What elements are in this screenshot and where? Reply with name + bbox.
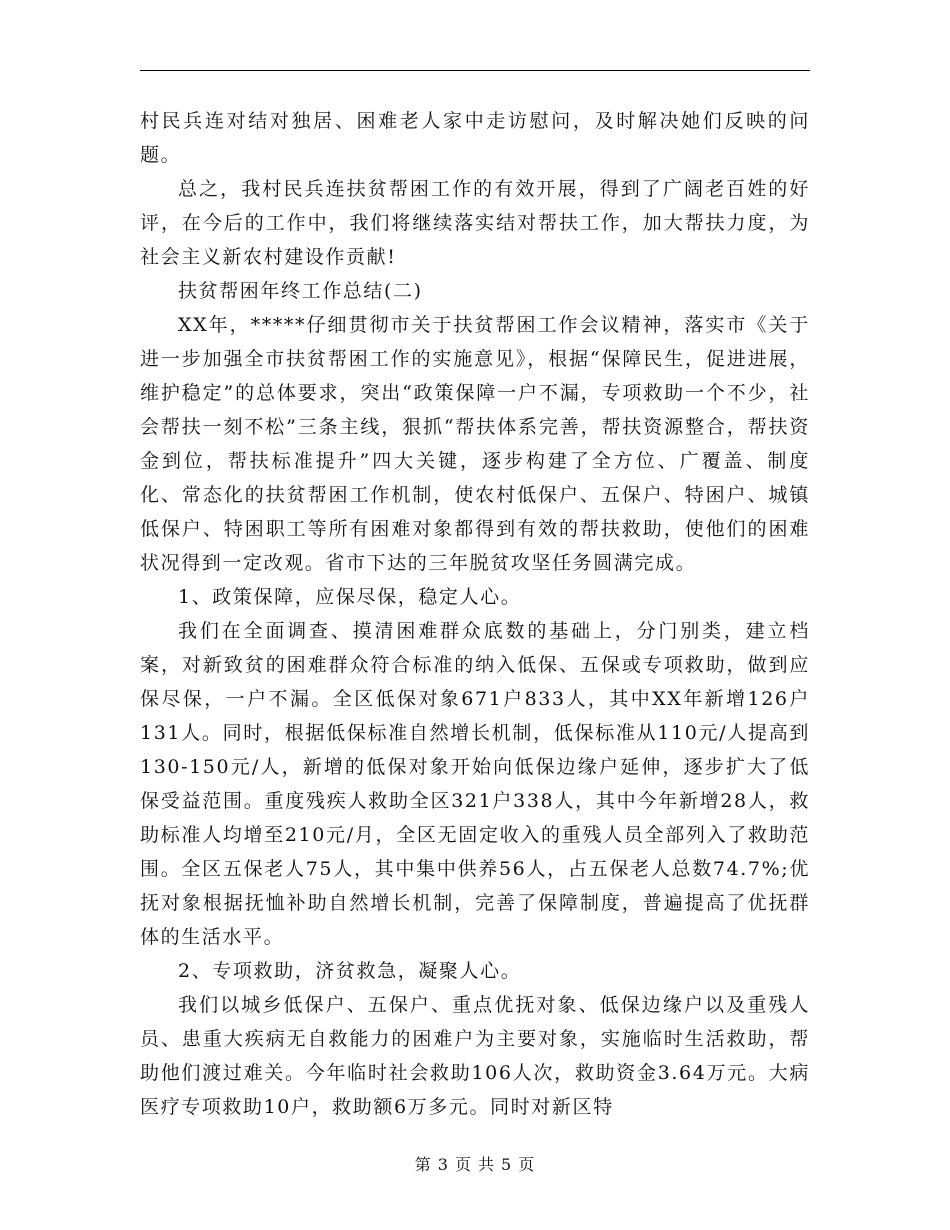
subheading-relief: 2、专项救助，济贫救急，凝聚人心。 — [178, 960, 522, 982]
paragraph-policy: 我们在全面调查、摸清困难群众底数的基础上，分门别类，建立档案，对新致贫的困难群众符合标准的纳入低保、五保或专项救助，做到应保尽保，一户不漏。全区低保对象671户833人，其中XX年新增126户131人。同时，根据低保标准自然增长机制，低保标准从110元/人提高到130-150元/人，新增的低保对象开始向低保边缘户延伸，逐步扩大了低保受益范围。重度残疾人救助全区321户338人，其中今年新增28人，救助标准人均增至210元/月，全区无固定收入的重残人员全部列入了救助范围。全区五保老人75人，其中集中供养56人，占五保老人总数74.7%;优抚对象根据抚恤补助自然增长机制，完善了保障制度，普遍提高了优抚群体的生活水平。 — [140, 620, 810, 948]
paragraph-intro: XX年，*****仔细贯彻市关于扶贫帮困工作会议精神，落实市《关于进一步加强全市扶贫帮困工作的实施意见》，根据“保障民生，促进进展，维护稳定”的总体要求，突出“政策保障一户不漏，专项救助一个不少，社会帮扶一刻不松”三条主线，狠抓“帮扶体系完善，帮扶资源整合，帮扶资金到位，帮扶标准提升”四大关键，逐步构建了全方位、广覆盖、制度化、常态化的扶贫帮困工作机制，使农村低保户、五保户、特困户、城镇低保户、特困职工等所有困难对象都得到有效的帮扶救助，使他们的困难状况得到一定改观。省市下达的三年脱贫攻坚任务圆满完成。 — [140, 314, 810, 574]
section-title: 扶贫帮困年终工作总结(二) — [178, 280, 423, 302]
paragraph-relief: 我们以城乡低保户、五保户、重点优抚对象、低保边缘户以及重残人员、患重大疾病无自救能力的困难户为主要对象，实施临时生活救助，帮助他们渡过难关。今年临时社会救助106人次，救助资金3.64万元。大病医疗专项救助10户，救助额6万多元。同时对新区特 — [140, 994, 810, 1118]
paragraph-conclusion: 总之，我村民兵连扶贫帮困工作的有效开展，得到了广阔老百姓的好评，在今后的工作中，我们将继续落实结对帮扶工作，加大帮扶力度，为社会主义新农村建设作贡献! — [140, 178, 810, 268]
footer-prefix: 第 — [414, 1155, 432, 1174]
subheading-policy: 1、政策保障，应保尽保，稳定人心。 — [178, 586, 522, 608]
page-footer — [0, 1152, 950, 1175]
paragraph-continued: 村民兵连对结对独居、困难老人家中走访慰问，及时解决她们反映的问题。 — [140, 110, 810, 166]
footer-mid: 页 共 — [454, 1155, 496, 1174]
header-rule — [140, 70, 810, 71]
document-body — [140, 104, 810, 1124]
footer-current-page: 3 — [437, 1155, 449, 1174]
footer-suffix: 页 — [518, 1155, 536, 1174]
footer-total-pages: 5 — [501, 1155, 513, 1174]
